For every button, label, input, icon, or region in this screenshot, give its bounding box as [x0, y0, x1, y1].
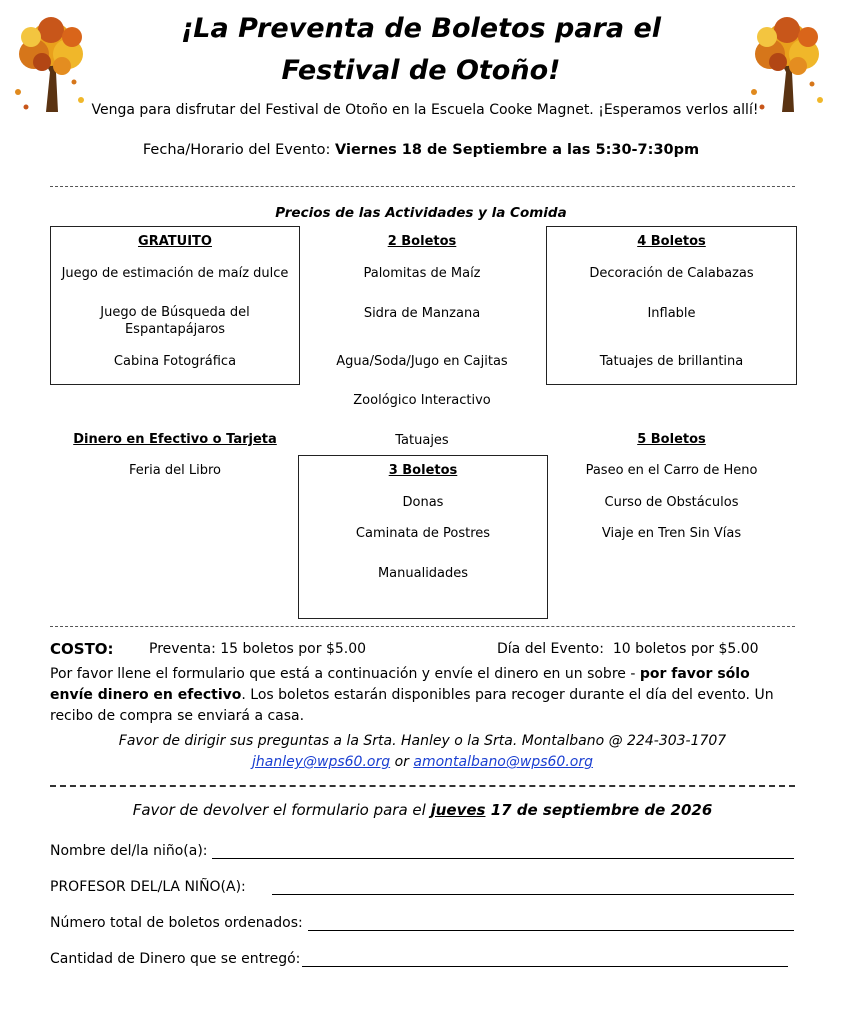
cash-item: Feria del Libro — [129, 463, 221, 478]
child-name-label: Nombre del/la niño(a): — [50, 843, 208, 859]
page-title-line2: Festival de Otoño! — [281, 55, 561, 86]
three-tickets-item: Donas — [402, 495, 444, 510]
instructions-paragraph — [50, 664, 795, 727]
five-tickets-item: Paseo en el Carro de Heno — [585, 463, 758, 478]
instructions-bold: por favor sólo envíe dinero en efectivo — [50, 666, 750, 703]
instructions-text: Por favor llene el formulario que está a continuación y envíe el dinero en un sobre - — [50, 666, 640, 682]
total-tickets-field[interactable] — [308, 930, 794, 931]
five-tickets-item: Curso de Obstáculos — [604, 495, 739, 510]
divider — [50, 186, 795, 187]
presale-price: Preventa: 15 boletos por $5.00 — [149, 641, 367, 657]
three-tickets-item: Manualidades — [377, 566, 469, 581]
three-tickets-heading: 3 Boletos — [388, 463, 458, 478]
cut-line — [50, 785, 795, 787]
four-tickets-heading: 4 Boletos — [637, 234, 706, 249]
cost-label: COSTO: — [50, 640, 114, 658]
child-name-field[interactable] — [212, 858, 794, 859]
return-date: 17 de septiembre de 2026 — [485, 801, 713, 819]
money-field[interactable] — [302, 966, 788, 967]
event-datetime-value: Viernes 18 de Septiembre a las 5:30-7:30pm — [335, 142, 700, 158]
gratuito-item: Cabina Fotográfica — [113, 354, 237, 369]
two-tickets-item: Palomitas de Maíz — [363, 266, 481, 281]
return-prefix: Favor de devolver el formulario para el — [132, 801, 431, 819]
divider — [50, 626, 795, 627]
event-datetime — [0, 142, 842, 158]
two-tickets-item: Tatuajes — [395, 433, 449, 448]
instructions-text: . Los boletos estarán disponibles para recoger durante el día del evento. Un recibo de compra se enviará a casa. — [50, 687, 774, 724]
two-tickets-heading: 2 Boletos — [387, 234, 457, 249]
teacher-field[interactable] — [272, 894, 794, 895]
four-tickets-item: Tatuajes de brillantina — [599, 354, 744, 369]
event-day-price: Día del Evento: 10 boletos por $5.00 — [497, 641, 759, 657]
intro-text: Venga para disfrutar del Festival de Otoño en la Escuela Cooke Magnet. ¡Esperamos verlos allí! — [91, 102, 759, 118]
total-tickets-label: Número total de boletos ordenados: — [50, 915, 303, 931]
five-tickets-heading: 5 Boletos — [637, 432, 706, 447]
email-link-hanley[interactable]: jhanley@wps60.org — [252, 754, 391, 770]
email-link-montalbano[interactable]: amontalbano@wps60.org — [413, 754, 593, 770]
page-title-line1: ¡La Preventa de Boletos para el — [180, 13, 662, 44]
two-tickets-item: Zoológico Interactivo — [353, 393, 491, 408]
prices-title: Precios de las Actividades y la Comida — [275, 205, 567, 221]
two-tickets-item: Agua/Soda/Jugo en Cajitas — [336, 354, 508, 369]
email-separator: or — [390, 754, 414, 770]
return-day: jueves — [430, 801, 486, 819]
two-tickets-item: Sidra de Manzana — [363, 306, 481, 321]
gratuito-item: Juego de Búsqueda del Espantapájaros — [100, 305, 250, 337]
event-datetime-label: Fecha/Horario del Evento: — [142, 142, 336, 158]
gratuito-item: Juego de estimación de maíz dulce — [61, 266, 289, 281]
three-tickets-item: Caminata de Postres — [355, 526, 491, 541]
five-tickets-item: Viaje en Tren Sin Vías — [601, 526, 742, 541]
gratuito-heading: GRATUITO — [138, 234, 212, 249]
cash-heading: Dinero en Efectivo o Tarjeta — [73, 432, 277, 447]
contact-line: Favor de dirigir sus preguntas a la Srta. Hanley o la Srta. Montalbano @ 224-303-1707 — [118, 733, 727, 749]
four-tickets-item: Inflable — [647, 306, 696, 321]
contact-emails — [50, 754, 795, 770]
money-label: Cantidad de Dinero que se entregó: — [50, 951, 301, 967]
teacher-label: PROFESOR DEL/LA NIÑO(A): — [50, 879, 246, 895]
return-instructions — [50, 801, 795, 819]
four-tickets-item: Decoración de Calabazas — [589, 266, 754, 281]
